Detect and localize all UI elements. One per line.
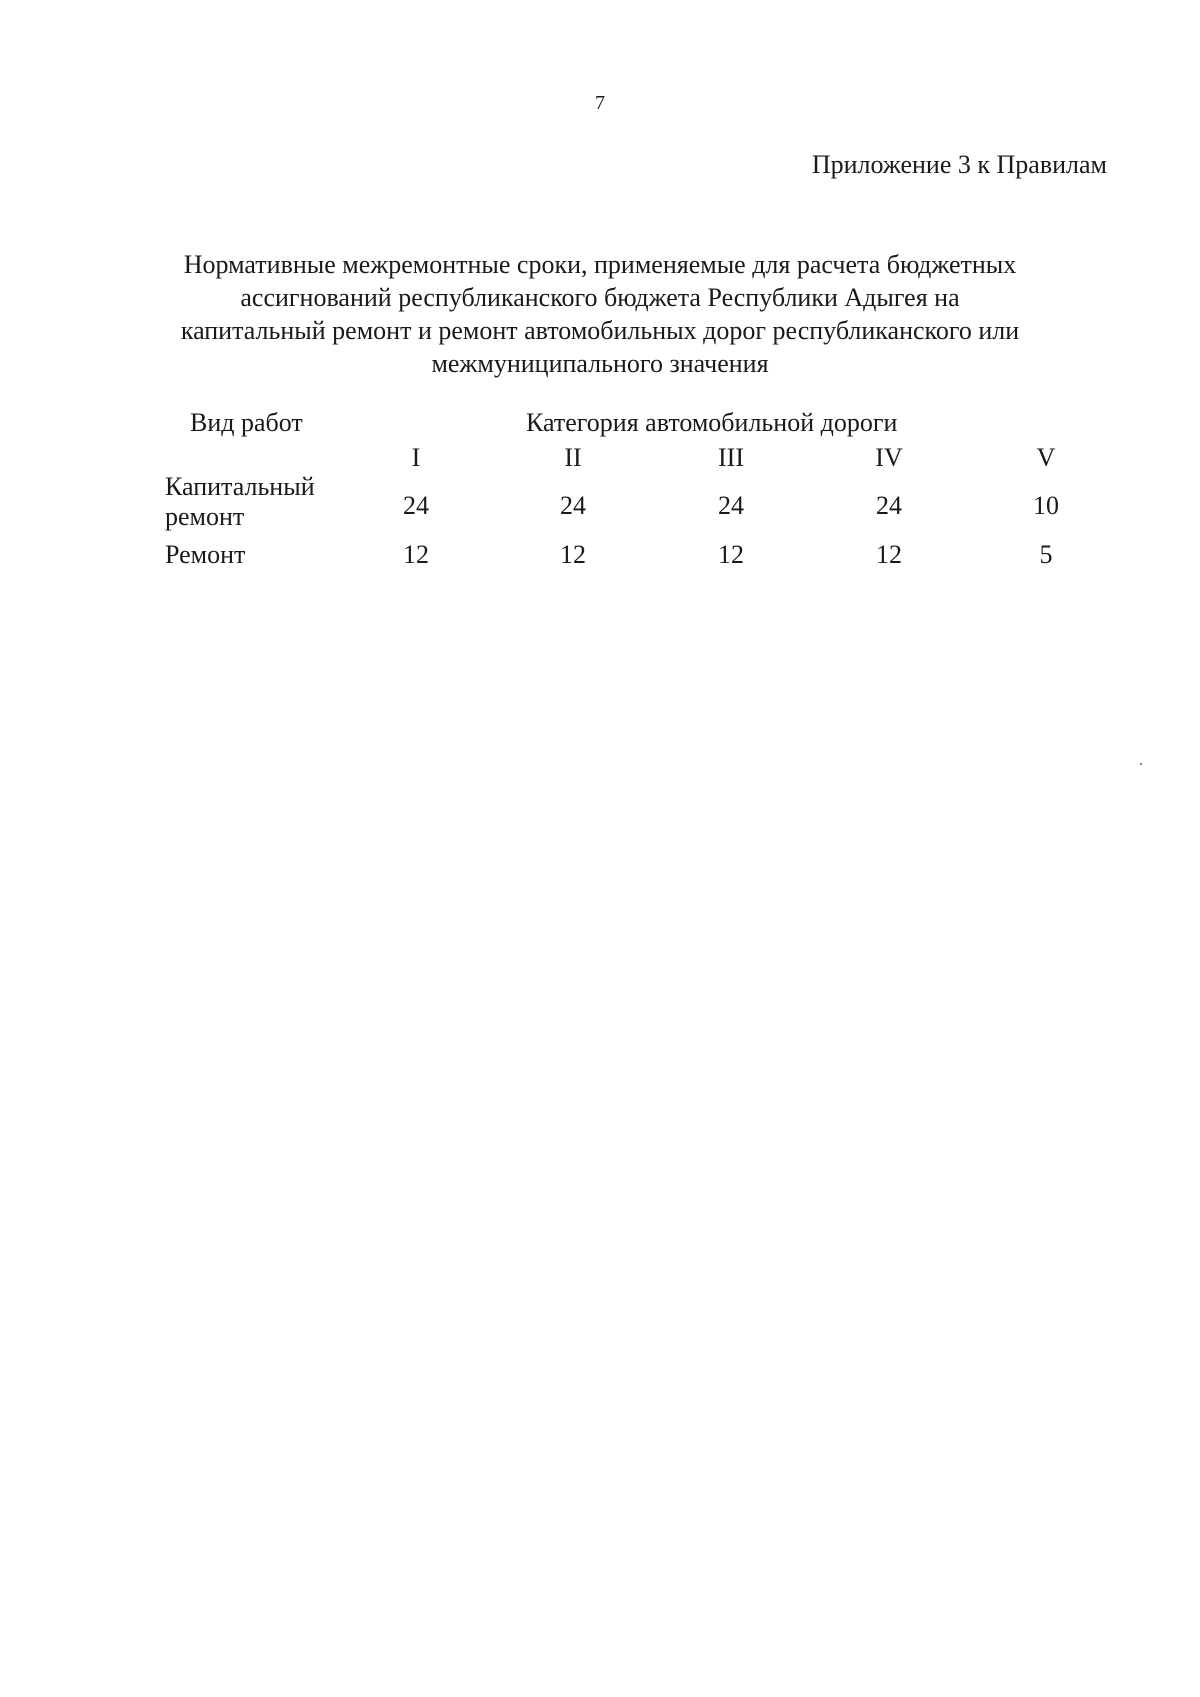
table-cell: 10 bbox=[1033, 491, 1059, 520]
appendix-heading: Приложение 3 к Правилам bbox=[811, 150, 1107, 179]
page-number: 7 bbox=[595, 92, 605, 114]
category-header: Категория автомобильной дороги bbox=[526, 408, 898, 437]
title-line: Нормативные межремонтные сроки, применяемые для расчета бюджетных bbox=[183, 250, 1017, 279]
row-label-line: ремонт bbox=[165, 502, 245, 531]
category-label: I bbox=[411, 443, 421, 472]
row-label-repair: Ремонт bbox=[165, 540, 246, 569]
table-cell: 12 bbox=[560, 540, 586, 569]
work-type-header: Вид работ bbox=[190, 408, 303, 437]
table-cell: 24 bbox=[718, 491, 744, 520]
table-cell: 12 bbox=[876, 540, 902, 569]
table-cell: 24 bbox=[560, 491, 586, 520]
category-label: IV bbox=[875, 443, 903, 472]
row-label-line: Капитальный bbox=[165, 472, 315, 501]
table-cell: 24 bbox=[876, 491, 902, 520]
scan-speck bbox=[1140, 763, 1142, 765]
table-cell: 12 bbox=[718, 540, 744, 569]
title-line: межмуниципального значения bbox=[431, 349, 769, 378]
row-label-capital-repair bbox=[165, 472, 315, 532]
category-label: III bbox=[718, 443, 744, 472]
document-title bbox=[150, 248, 1050, 380]
category-label: V bbox=[1036, 443, 1056, 472]
category-label: II bbox=[564, 443, 582, 472]
table-cell: 24 bbox=[403, 491, 429, 520]
table-cell: 12 bbox=[403, 540, 429, 569]
title-line: ассигнований республиканского бюджета Республики Адыгея на bbox=[240, 283, 960, 312]
title-line: капитальный ремонт и ремонт автомобильных дорог республиканского или bbox=[180, 316, 1020, 345]
table-cell: 5 bbox=[1039, 540, 1053, 569]
